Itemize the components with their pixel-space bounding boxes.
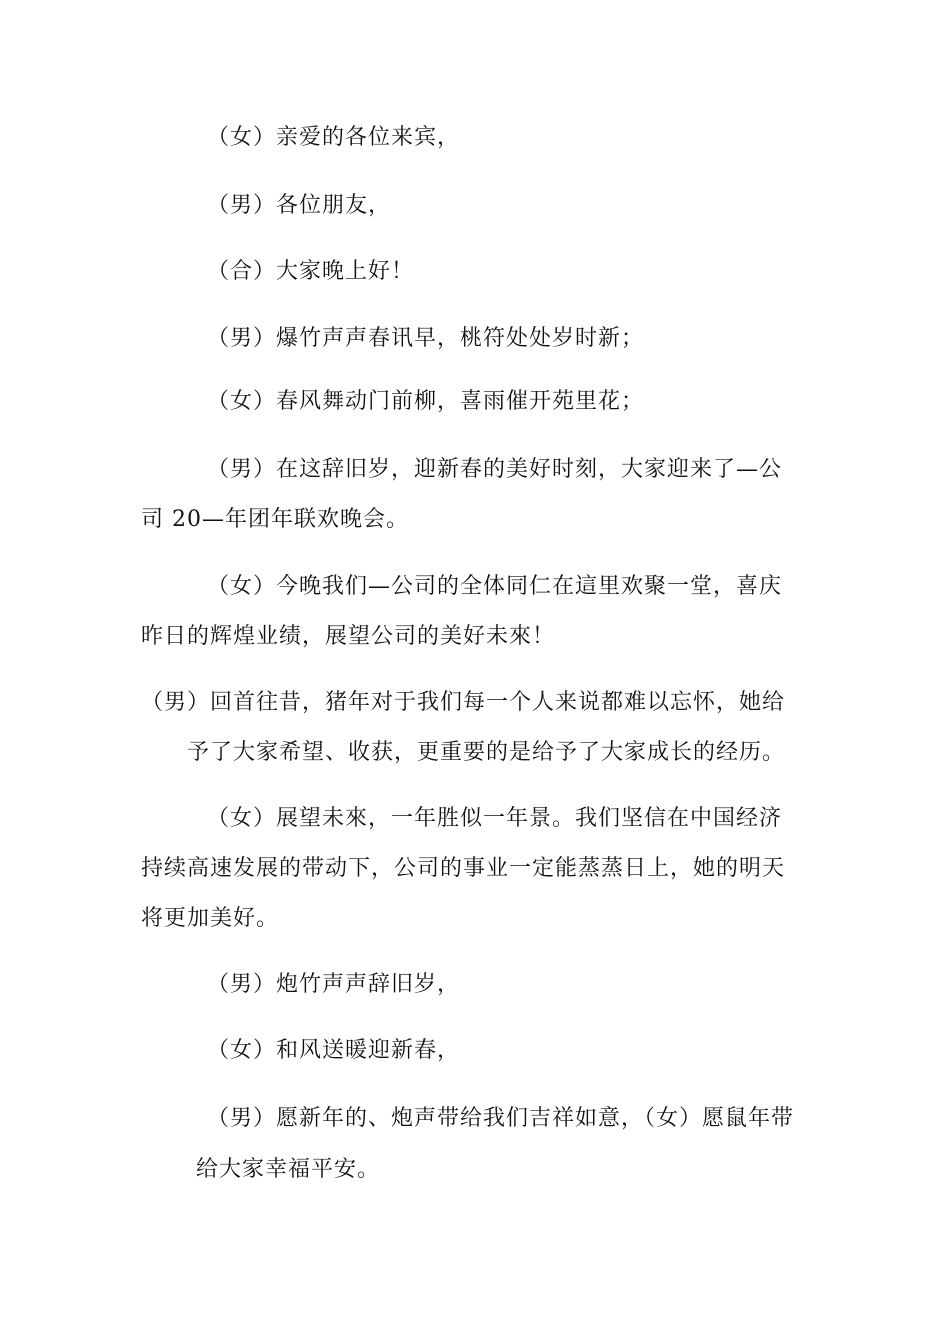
text-line: （女）今晚我们—公司的全体同仁在這里欢聚一堂，喜庆 [207,574,783,599]
text-line: （男）爆竹声声春讯早，桃符处处岁时新； [207,326,645,351]
text-line: （男）回首往昔，猪年对于我们每一个人来说都难以忘怀，她给 [141,690,786,715]
text-line: 昨日的辉煌业绩，展望公司的美好未來！ [141,624,556,649]
text-line: 持续高速发展的带动下，公司的事业一定能蒸蒸日上，她的明天 [141,856,786,881]
text-line: （女）和风送暖迎新春， [207,1038,461,1063]
text-line: （女）春风舞动门前柳，喜雨催开苑里花； [207,389,645,414]
text-line: （男）在这辞旧岁，迎新春的美好时刻，大家迎来了—公 [207,457,783,482]
text-line: （合）大家晚上好！ [207,259,415,284]
text-line: （女）亲爱的各位来宾， [207,125,461,150]
text-line: 司 20—年团年联欢晚会。 [141,507,409,532]
text-line: （男）各位朋友， [207,193,392,218]
text-line: 予了大家希望、收获，更重要的是给予了大家成长的经历。 [187,740,786,765]
text-line: （男）炮竹声声辞旧岁， [207,972,461,997]
text-line: 将更加美好。 [141,906,280,931]
text-line: （男）愿新年的、炮声带给我们吉祥如意，（女）愿鼠年带 [207,1106,795,1131]
text-line: 给大家幸福平安。 [196,1157,381,1182]
text-line: （女）展望未來，一年胜似一年景。我们坚信在中国经济 [207,806,783,831]
